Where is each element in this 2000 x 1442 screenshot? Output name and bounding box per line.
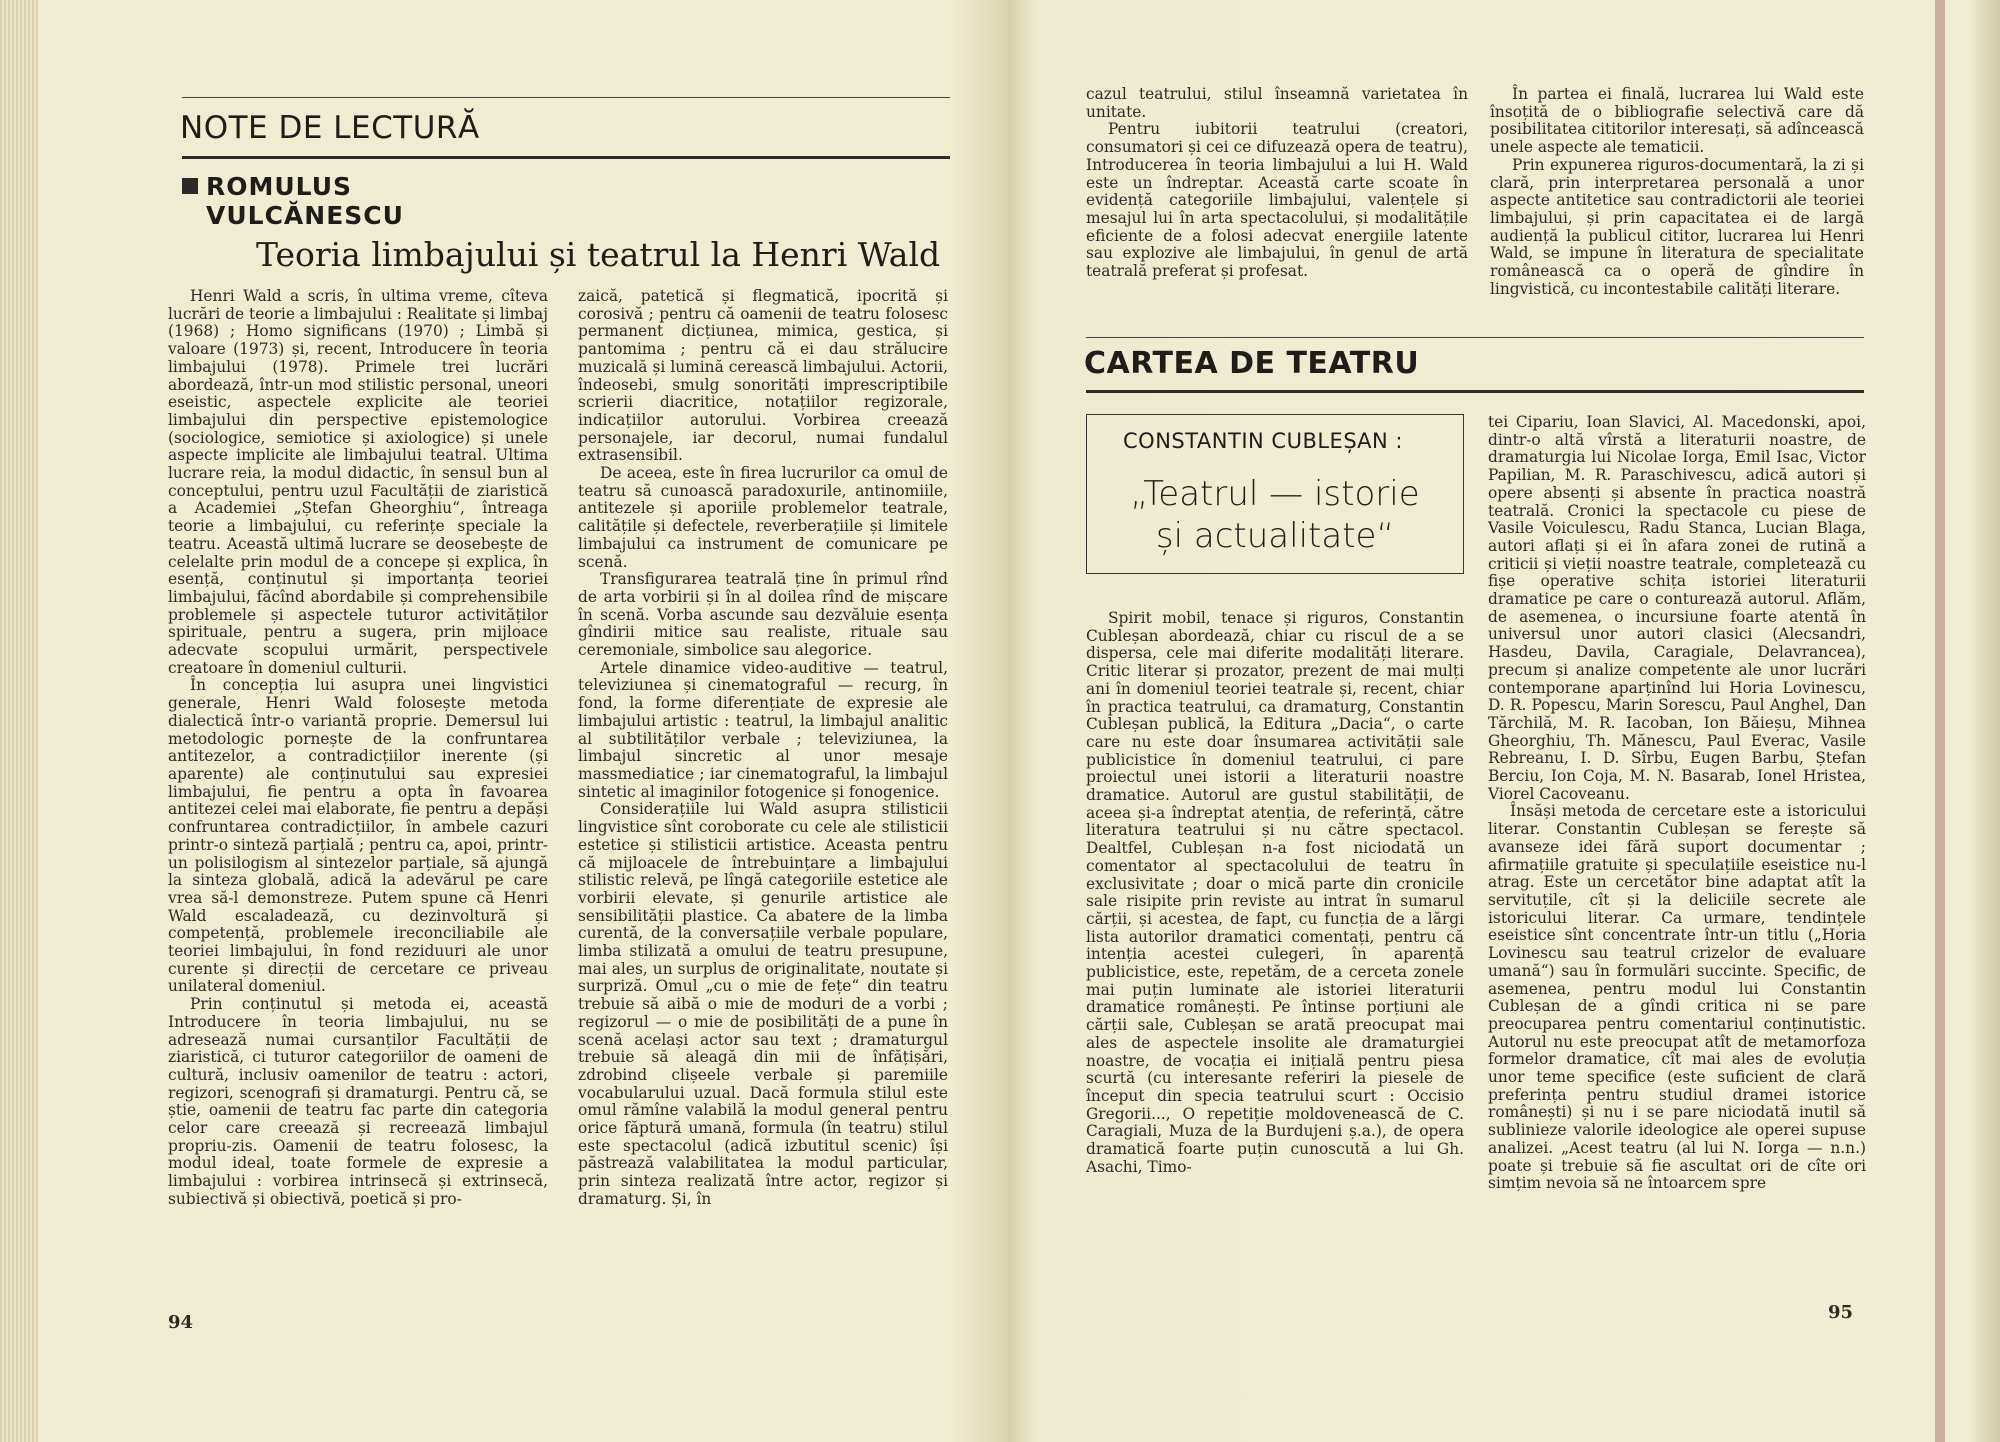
right-page (1008, 0, 2000, 1442)
paragraph: Prin conținutul și metoda ei, această Introducere în teoria limbajului, nu se adresează numai cursanților Facultății de ziaristică, ci tuturor categoriilor de oameni de cultură, inclusiv oamenilor de teatru : actori, regizori, scenografi și dramaturgi. Pentru că, se știe, oamenii de teatru fac parte din categoria celor care creează și recreează limbajul propriu-zis. Oamenii de teatru folosesc, la modul ideal, toate formele de expresie a limbajului : vorbirea intrinsecă și extrinsecă, subiectivă și obiectivă, poetică și pro- (168, 995, 548, 1208)
author-last-name: VULCĂNESCU (206, 201, 404, 230)
book-title (1087, 473, 1463, 557)
book-author: CONSTANTIN CUBLEȘAN : (1123, 429, 1403, 453)
paragraph: Spirit mobil, tenace și riguros, Constantin Cubleșan abordează, chiar cu riscul de a se dispersa, cele mai diferite modalități literare. Critic literar și prozator, prezent de mai mulți ani în domeniul teoriei teatrale și, recent, chiar în practica teatrului, ca dramaturg, Constantin Cubleșan publică, la Editura „Dacia“, o carte care nu este doar însumarea activității sale publicistice în domeniul teatrului, ci pare proiectul unei istorii a literaturii noastre dramatice. Autorul are gustul stabilității, de aceea și-a îndreptat atenția, de referință, către literatura teatrului și nu către spectacol. Dealtfel, Cubleșan n-a fost niciodată un comentator al spectacolului de teatru în exclusivitate ; doar o mică parte din cronicile sale risipite prin reviste au intrat în sumarul cărții, și acestea, de fapt, cu funcția de a lărgi lista autorilor dramatici comentați, pentru că intenția acestei culegeri, în aparență publicistice, este, repetăm, de a cerceta zonele mai puțin luminate ale istoriei literaturii dramatice românești. Pe întinse porțiuni ale cărții sale, Cubleșan se arată preocupat mai ales de aspectele insolite ale dramaturgiei noastre, de vocația ei inițială pentru piesa scurtă (cu interesante referiri la piesele de început din specia teatrului scurt : Occisio Gregorii..., O repetiție moldovenească de C. Caragiali, Muza de la Burdujeni ș.a.), de opera dramatică foarte puțin cunoscută a lui Gh. Asachi, Timo- (1086, 609, 1464, 1176)
paragraph: Artele dinamice video-auditive — teatrul, televiziunea și cinematograful — recurg, în fond, la forme diferențiate de expresie ale limbajului artistic : teatrul, la limbajul analitic al subtilităților verbale ; televiziunea, la limbajul sincretic al unor mesaje massmediatice ; iar cinematograful, la limbajul sintetic al imaginilor fotogenice și fonogenice. (578, 658, 948, 801)
book-title-line-2: și actualitate“ (1155, 516, 1395, 556)
book-title-line-1: „Teatrul — istorie (1130, 474, 1420, 514)
paragraph: zaică, patetică și flegmatică, ipocrită și corosivă ; pentru că oamenii de teatru folosesc permanent dicțiunea, mimica, gestica, și pantomima ; pentru că ei dau strălucire muzicală și lumină cerească limbajului. Actorii, îndeosebi, smulg sonorități imprescriptibile scrierii diacritice, notațiilor regizorale, indicațiilor autorului. Vorbirea creează personajele, iar decorul, numai fundalul extrasensibil. (578, 287, 948, 465)
top-rule (182, 97, 950, 98)
paragraph: În concepția lui asupra unei lingvistici generale, Henri Wald folosește metoda dialectică într-o variantă proprie. Demersul lui metodologic pornește de la confruntarea antitezelor, a contradicțiilor inerente (și aparente) ale conținutului sau expresiei limbajului, fie pentru a opta în favoarea antitezei celei mai elaborate, fie pentru a depăși confruntarea contradicțiilor, în ambele cazuri printr-o sinteză parțială ; pentru ca, apoi, printr-un polisilogism al sintezelor parțiale, să ajungă la sinteza globală, adică la adevărul pe care vrea să-l demonstreze. Putem spune că Henri Wald escaladează, cu dezinvoltură și competență, problemele ireconciliabile ale teoriei limbajului, în fond reziduuri ale unor curente și direcții de cercetare ce priveau unilateral domeniul. (168, 676, 548, 996)
author-first-name: ROMULUS (206, 172, 353, 201)
section-title: CARTEA DE TEATRU (1084, 346, 1420, 381)
paragraph: În partea ei finală, lucrarea lui Wald este însoțită de o bibliografie selectivă care dă posibilitatea cititorilor interesați, să adîncească unele aspecte ale tematicii. (1490, 85, 1864, 157)
article-author (182, 172, 404, 230)
paragraph: Henri Wald a scris, în ultima vreme, cîteva lucrări de teorie a limbajului : Realitate și limbaj (1968) ; Homo significans (1970) ; Limbă și valoare (1973) și, recent, Introducere în teoria limbajului (1978). Primele trei lucrări abordează, într-un mod stilistic personal, uneori eseistic, aspectele explicite ale teoriei limbajului din perspective epistemologice (sociologice, semiotice și axiologice) și unele aspecte implicite ale limbajului teatral. Ultima lucrare reia, la modul didactic, în sensul bun al conceptului, pentru uzul Facultății de ziaristică a Academiei „Ștefan Gheorghiu“, întreaga teorie a limbajului, cu referințe speciale la teatru. Această ultimă lucrare se deosebește de celelalte prin modul de a concepe și explica, în esență, conținutul și importanța teoriei limbajului, făcînd abordabile și comprehensibile problemele și aspectele tuturor activităților spirituale, pentru a sugera, prin mijloace adecvate scopului urmărit, perspectivele creatoare în domeniul culturii. (168, 287, 549, 677)
left-column-1 (168, 288, 548, 1209)
article-title: Teoria limbajului și teatrul la Henri Wald (256, 235, 941, 274)
paragraph: Prin expunerea riguros-documentară, la zi și clară, prin interpretarea personală a unor aspecte antitetice sau contradictorii ale teoriei limbajului, și prin capacitatea ei de largă audiență la publicul cititor, lucrarea lui Henri Wald, se impune în literatura de specialitate românească ca o operă de gîndire în lingvistică, cu incontestabile calități literare. (1490, 155, 1864, 298)
paragraph: Considerațiile lui Wald asupra stilisticii lingvistice sînt coroborate cu cele ale stilisticii estetice și stilisticii artistice. Aceasta pentru că mijloacele de întrebuințare a limbajului stilistic relevă, pe lîngă categoriile estetice ale vorbirii elevate, și genurile artistice ale sensibilității plastice. Ca abatere de la limba curentă, de la conversațiile verbale populare, limba stilizată a omului de teatru presupune, mai ales, un surplus de originalitate, noutate și surpriză. Omul „cu o mie de fețe“ din teatru trebuie să aibă o mie de moduri de a vorbi ; regizorul — o mie de posibilități de a pune în scenă același actor sau text ; dramaturgul trebuie să aleagă din mii de înfățișări, zdrobind clișeele verbale și paremiile vocabularului uzual. Dacă formula stilul este omul rămîne valabilă la modul general pentru orice făptură umană, formula (în teatru) stilul este spectacolul (adică izbutitul scenic) își păstrează valabilitatea la modul particular, prin sinteza realizată între actor, regizor și dramaturg. Și, în (578, 800, 948, 1208)
right-column-2 (1488, 414, 1866, 1193)
book-title-box (1086, 414, 1464, 574)
section-title: NOTE DE LECTURĂ (180, 110, 480, 146)
paragraph: cazul teatrului, stilul înseamnă varietatea în unitate. (1086, 85, 1468, 121)
paragraph: Pentru iubitorii teatrului (creatori, consumatori și cei ce difuzează opera de teatru), Introducerea în teoria limbajului a lui H. Wald este un îndreptar. Această carte scoate în evidență categoriile limbajului, valențele și mesajul lui în arta spectacolului, și modalitățile eficiente de a folosi adecvat energiile latente sau explozive ale limbajului, în genul de artă teatrală preferat și profesat. (1086, 120, 1468, 281)
section-rule (182, 156, 950, 159)
square-bullet-icon (182, 178, 198, 194)
section-rule (1086, 390, 1864, 393)
binding-edge (1935, 0, 1945, 1442)
paragraph: tei Cipariu, Ioan Slavici, Al. Macedonski, apoi, dintr-o altă vîrstă a literaturii noastre, de dramaturgia lui Nicolae Iorga, Emil Isac, Victor Papilian, M. R. Paraschivescu, adică autori și opere absenți și absente în practica noastră teatrală. Cronici la spectacole cu piese de Vasile Voiculescu, Radu Stanca, Lucian Blaga, autori aflați și ei în afara zonei de rutină a criticii și vieții noastre teatrale, completează cu fișe operative schița istoriei literaturii dramatice pe care o conturează autorul. Aflăm, de asemenea, o incursiune foarte atentă în universul unor autori clasici (Alecsandri, Hasdeu, Davila, Caragiale, Delavrancea), precum și analize competente ale unor lucrări contemporane aparținînd lui Horia Lovinescu, D. R. Popescu, Marin Sorescu, Paul Anghel, Dan Tărchilă, M. R. Iacoban, Ion Băieșu, Mihnea Gheorghiu, Th. Mănescu, Paul Everac, Vasile Rebreanu, I. D. Sîrbu, Eugen Barbu, Ștefan Berciu, Ion Coja, M. N. Basarab, Ionel Hristea, Viorel Cacoveanu. (1488, 413, 1866, 803)
page-number: 94 (168, 1312, 194, 1333)
section-top-rule (1086, 337, 1864, 338)
right-column-1 (1086, 610, 1464, 1177)
page-number: 95 (1828, 1302, 1854, 1323)
left-column-2 (578, 288, 948, 1209)
paragraph: Însăși metoda de cercetare este a istoricului literar. Constantin Cubleșan se ferește să avanseze idei fără suport documentar ; afirmațiile gratuite și speculațiile eseistice nu-l atrag. Este un cercetător bine adaptat atît la servituțile, cît și la deliciile secrete ale istoricului literar. Ca urmare, tendințele eseistice sînt concentrate într-un titlu („Horia Lovinescu sau teatrul crizelor de evaluare umană“) sau în formulări succinte. Specific, de asemenea, pentru modul lui Constantin Cubleșan de a gîndi critica ni se pare preocuparea pentru comentariul conținutistic. Autorul nu este preocupat atît de metamorfoza formelor dramatice, cît mai ales de evoluția unor teme specifice (este suficient de clară preferința pentru studiul dramei istorice românești) și nu i se pare niciodată inutil să sublinieze valorile ideologice ale operei supuse analizei. „Acest teatru (al lui N. Iorga — n.n.) poate și trebuie să fie ascultat ori de cîte ori simțim nevoia să ne întoarcem spre (1488, 802, 1866, 1193)
page-edge (0, 0, 38, 1442)
paragraph: De aceea, este în firea lucrurilor ca omul de teatru să cunoască paradoxurile, antinomiile, antitezele și aporiile problemelor teatrale, calitățile și defectele, reverberațiile și limitele limbajului ca instrument de comunicare pe scenă. (578, 464, 948, 571)
paragraph: Transfigurarea teatrală ține în primul rînd de arta vorbirii și în al doilea rînd de mișcare în scenă. Vorba ascunde sau dezvăluie esența gîndirii mitice sau realiste, rituale sau ceremoniale, simbolice sau alegorice. (578, 570, 948, 660)
right-top-column-2 (1490, 86, 1864, 298)
right-top-column-1 (1086, 86, 1468, 281)
